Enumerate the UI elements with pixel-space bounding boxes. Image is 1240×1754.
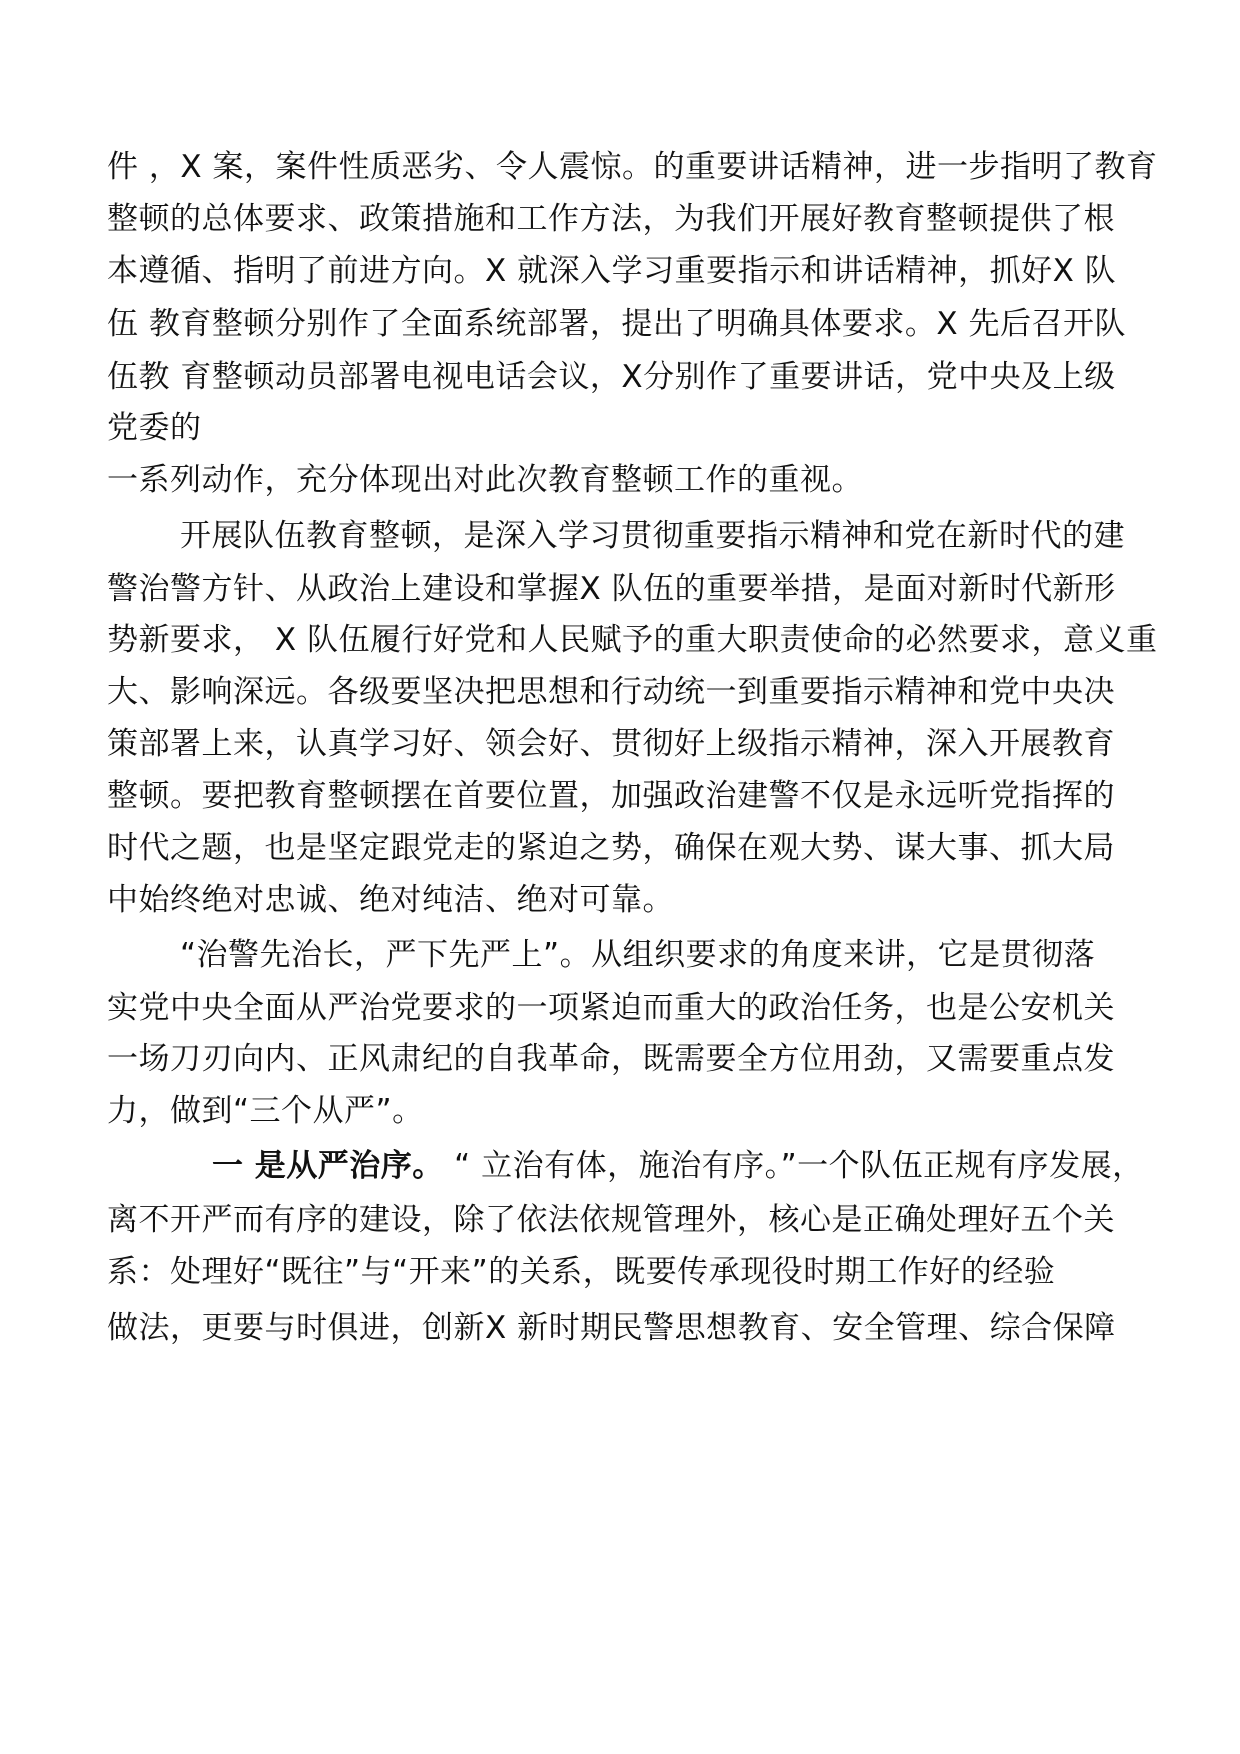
text-line: 整顿的总体要求、政策措施和工作方法，为我们开展好教育整顿提供了根 bbox=[107, 201, 1115, 237]
text-line: 系：处理好“既往”与“开来”的关系，既要传承现役时期工作好的经验 bbox=[107, 1254, 1056, 1290]
section-heading-line bbox=[212, 1146, 1144, 1186]
text-line: 件 ，X 案，案件性质恶劣、令人震惊。的重要讲话精神，进一步指明了教育 bbox=[107, 149, 1158, 185]
text-line: 开展队伍教育整顿，是深入学习贯彻重要指示精神和党在新时代的建 bbox=[180, 518, 1125, 554]
heading-rest: “ 立治有体，施治有序。”一个队伍正规有序发展， bbox=[443, 1148, 1144, 1184]
text-line: 一系列动作，充分体现出对此次教育整顿工作的重视。 bbox=[107, 462, 863, 498]
text-line: 一场刀刃向内、正风肃纪的自我革命，既需要全方位用劲，又需要重点发 bbox=[107, 1041, 1115, 1077]
text-line: 整顿。要把教育整顿摆在首要位置，加强政治建警不仅是永远听党指挥的 bbox=[107, 778, 1115, 814]
text-line: 伍教 育整顿动员部署电视电话会议，X分别作了重要讲话，党中央及上级 bbox=[107, 359, 1116, 395]
text-line: 时代之题，也是坚定跟党走的紧迫之势，确保在观大势、谋大事、抓大局 bbox=[107, 830, 1115, 866]
text-line: 离不开严而有序的建设，除了依法依规管理外，核心是正确处理好五个关 bbox=[107, 1202, 1115, 1238]
text-line: 伍 教育整顿分别作了全面系统部署，提出了明确具体要求。X 先后召开队 bbox=[107, 306, 1126, 342]
text-line: 势新要求， X 队伍履行好党和人民赋予的重大职责使命的必然要求，意义重 bbox=[107, 622, 1158, 658]
text-line: 警治警方针、从政治上建设和掌握X 队伍的重要举措，是面对新时代新形 bbox=[107, 571, 1116, 607]
text-line: 党委的 bbox=[107, 410, 202, 446]
text-line: 中始终绝对忠诚、绝对纯洁、绝对可靠。 bbox=[107, 882, 674, 918]
text-line: 本遵循、指明了前进方向。X 就深入学习重要指示和讲话精神，抓好X 队 bbox=[107, 253, 1117, 289]
text-line: 策部署上来，认真学习好、领会好、贯彻好上级指示精神，深入开展教育 bbox=[107, 726, 1115, 762]
text-line: “治警先治长，严下先严上”。从组织要求的角度来讲，它是贯彻落 bbox=[180, 937, 1096, 973]
section-heading: 一 是从严治序。 bbox=[212, 1148, 444, 1184]
text-line: 力，做到“三个从严”。 bbox=[107, 1093, 424, 1129]
text-line: 做法，更要与时俱进，创新X 新时期民警思想教育、安全管理、综合保障 bbox=[107, 1310, 1116, 1346]
text-line: 大、影响深远。各级要坚决把思想和行动统一到重要指示精神和党中央决 bbox=[107, 674, 1115, 710]
text-line: 实党中央全面从严治党要求的一项紧迫而重大的政治任务，也是公安机关 bbox=[107, 990, 1115, 1026]
